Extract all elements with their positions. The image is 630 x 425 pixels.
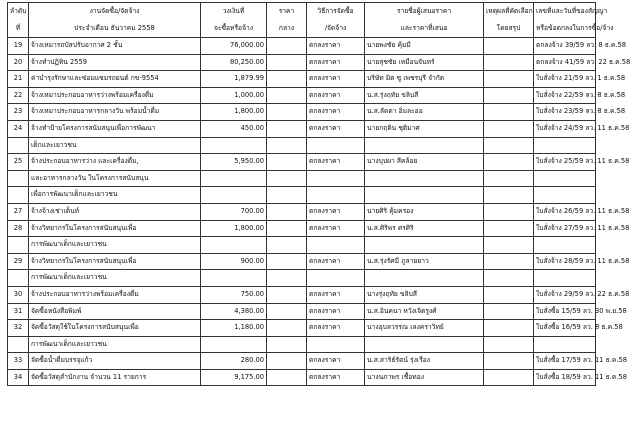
table-row [8, 154, 596, 171]
row-method: ตกลงราคา [307, 71, 365, 88]
row-vendor: นางรุ่งฤทัย ขลิบสี [365, 286, 484, 303]
row-vendor: บริษัท มิต ซู เพชรบุรี จำกัด [365, 71, 484, 88]
table-row [8, 353, 596, 370]
row-median-price [267, 87, 307, 104]
row-item-description: จ้างเหมาประกอบอาหารว่างพร้อมเครื่องดื่ม [29, 87, 201, 104]
table-row [8, 253, 596, 270]
row-reason [484, 237, 534, 254]
row-method: ตกลงราคา [307, 369, 365, 386]
row-method [307, 187, 365, 204]
row-median-price [267, 154, 307, 171]
table-row [8, 320, 596, 337]
row-reason [484, 104, 534, 121]
row-method: ตกลงราคา [307, 253, 365, 270]
row-reason [484, 71, 534, 88]
table-row [8, 270, 596, 287]
row-item-description: จัดซื้อวัสดุสำนักงาน จำนวน 11 รายการ [29, 369, 201, 386]
header-contract-line2: หรือข้อตกลงในการซื้อ/จ้าง [534, 20, 596, 38]
table-row [8, 120, 596, 137]
row-item-description: ค่าบำรุงรักษาและซ่อมแซมรถยนต์ กข-9554 [29, 71, 201, 88]
row-number [8, 187, 29, 204]
table-row [8, 203, 596, 220]
row-median-price [267, 120, 307, 137]
row-amount: 1,800.00 [201, 104, 267, 121]
row-vendor: น.ส.อินคนา หวังเจิตรูงศ์ [365, 303, 484, 320]
row-vendor: น.ส.รุ่งรัศมี ภูลายยาว [365, 253, 484, 270]
row-vendor: นางนภาพร เชื้อทอง [365, 369, 484, 386]
row-vendor: นายกฤติน ชุติมาศ [365, 120, 484, 137]
row-method: ตกลงราคา [307, 220, 365, 237]
row-reason [484, 353, 534, 370]
row-number [8, 137, 29, 154]
row-method: ตกลงราคา [307, 154, 365, 171]
row-item-description: จ้างวิทยากรในโครงการสนับสนุนเพื่อ [29, 253, 201, 270]
table-row [8, 303, 596, 320]
row-amount: 700.00 [201, 203, 267, 220]
row-vendor [365, 237, 484, 254]
row-item-description: จัดซื้อน้ำดื่มบรรจุแก้ว [29, 353, 201, 370]
row-reason [484, 270, 534, 287]
table-row [8, 187, 596, 204]
row-median-price [267, 270, 307, 287]
row-median-price [267, 353, 307, 370]
row-amount [201, 187, 267, 204]
row-contract-ref: ใบสั่งซื้อ 18/59 ลว. 11 ธ.ค.58 [534, 369, 596, 386]
row-item-description: จ้างทำป้ายโครงการสนับสนุนเพื่อการพัฒนา [29, 120, 201, 137]
row-number: 29 [8, 253, 29, 270]
row-item-description: จัดซื้อหนังสือพิมพ์ [29, 303, 201, 320]
row-item-description: เพื่อการพัฒนาเด็กและเยาวชน [29, 187, 201, 204]
table-row [8, 286, 596, 303]
row-method: ตกลงราคา [307, 320, 365, 337]
row-contract-ref: ใบสั่งจ้าง 27/59 ลว. 11 ธ.ค.58 [534, 220, 596, 237]
row-reason [484, 137, 534, 154]
table-row [8, 237, 596, 254]
header-contract: เลขที่และวันที่ของสัญญา [534, 3, 596, 21]
row-vendor: นายพงชัย คุ้มมี [365, 38, 484, 55]
row-amount: 750.00 [201, 286, 267, 303]
row-contract-ref: ใบสั่งจ้าง 22/59 ลว. 8 ธ.ค.58 [534, 87, 596, 104]
row-amount [201, 270, 267, 287]
row-number: 23 [8, 104, 29, 121]
row-amount: 5,950.00 [201, 154, 267, 171]
row-number: 33 [8, 353, 29, 370]
row-method: ตกลงราคา [307, 120, 365, 137]
header-reason: เหตุผลที่คัดเลือก [484, 3, 534, 21]
table-row [8, 71, 596, 88]
row-number: 22 [8, 87, 29, 104]
row-reason [484, 320, 534, 337]
row-reason [484, 203, 534, 220]
row-number [8, 237, 29, 254]
row-reason [484, 187, 534, 204]
row-vendor [365, 137, 484, 154]
table-row [8, 170, 596, 187]
table-row [8, 220, 596, 237]
row-amount: 1,000.00 [201, 87, 267, 104]
row-item-description: จ้างทำปฏิทิน 2559 [29, 54, 201, 71]
row-method: ตกลงราคา [307, 54, 365, 71]
row-number: 25 [8, 154, 29, 171]
row-vendor: นายศิริ คุ้มครอง [365, 203, 484, 220]
row-amount: 9,175.00 [201, 369, 267, 386]
row-reason [484, 369, 534, 386]
row-number: 24 [8, 120, 29, 137]
row-contract-ref [534, 270, 596, 287]
row-reason [484, 220, 534, 237]
row-item-description: จ้างเหมารถบัสปรับอากาศ 2 ชั้น [29, 38, 201, 55]
row-number: 20 [8, 54, 29, 71]
row-reason [484, 154, 534, 171]
row-median-price [267, 369, 307, 386]
row-vendor [365, 270, 484, 287]
table-row [8, 104, 596, 121]
row-vendor: น.ส.ลัดดา อิ่มละออ [365, 104, 484, 121]
row-vendor: นางอุบลวรรณ เลงคราวิทย์ [365, 320, 484, 337]
row-vendor [365, 187, 484, 204]
row-amount [201, 137, 267, 154]
row-method [307, 137, 365, 154]
row-reason [484, 87, 534, 104]
row-vendor: นายสุชชัย เหมือนจันทร์ [365, 54, 484, 71]
row-reason [484, 303, 534, 320]
row-median-price [267, 286, 307, 303]
row-method: ตกลงราคา [307, 104, 365, 121]
row-item-description: เด็กและเยาวชน [29, 137, 201, 154]
row-vendor: น.ส.สาริธ์รัตน์ รุ่งเรือง [365, 353, 484, 370]
header-amount-line2: จะซื้อหรือจ้าง [201, 20, 267, 38]
row-number: 28 [8, 220, 29, 237]
row-median-price [267, 320, 307, 337]
row-item-description: การพัฒนาเด็กและเยาวชน [29, 270, 201, 287]
row-contract-ref: ใบสั่งจ้าง 29/59 ลว. 22 ธ.ค.58 [534, 286, 596, 303]
row-reason [484, 120, 534, 137]
row-median-price [267, 220, 307, 237]
row-median-price [267, 137, 307, 154]
row-number: 21 [8, 71, 29, 88]
row-method [307, 270, 365, 287]
row-number [8, 170, 29, 187]
procurement-table [7, 2, 630, 386]
row-amount: 76,000.00 [201, 38, 267, 55]
row-amount: 1,800.00 [201, 220, 267, 237]
row-contract-ref: ใบสั่งจ้าง 24/59 ลว. 11 ธ.ค.58 [534, 120, 596, 137]
row-method [307, 170, 365, 187]
row-amount: 1,180.00 [201, 320, 267, 337]
table-row [8, 137, 596, 154]
row-median-price [267, 187, 307, 204]
row-vendor: น.ส.ศิริพร ศรศิริ [365, 220, 484, 237]
row-item-description: จ้างวิทยากรในโครงการสนับสนุนเพื่อ [29, 220, 201, 237]
row-contract-ref [534, 187, 596, 204]
row-reason [484, 253, 534, 270]
row-amount [201, 170, 267, 187]
header-median-price-line2: กลาง [267, 20, 307, 38]
row-number [8, 270, 29, 287]
row-contract-ref: ใบสั่งซื้อ 15/59 ลว. 30 พ.ย.58 [534, 303, 596, 320]
row-median-price [267, 104, 307, 121]
header-method-line2: /จัดจ้าง [307, 20, 365, 38]
row-median-price [267, 336, 307, 353]
row-item-description: การพัฒนาเด็กและเยาวชน [29, 336, 201, 353]
header-no-line2: ที่ [8, 20, 29, 38]
table-row [8, 38, 596, 55]
header-vendor-line2: และราคาที่เสนอ [365, 20, 484, 38]
header-amount: วงเงินที่ [201, 3, 267, 21]
row-method [307, 336, 365, 353]
table-row [8, 336, 596, 353]
row-median-price [267, 71, 307, 88]
row-method: ตกลงราคา [307, 303, 365, 320]
row-amount: 900.00 [201, 253, 267, 270]
table-header [8, 3, 614, 38]
header-item-line2: ประจำเดือน ธันวาคม 2558 [29, 20, 201, 38]
row-reason [484, 170, 534, 187]
row-reason [484, 286, 534, 303]
row-contract-ref [534, 336, 596, 353]
header-vendor: รายชื่อผู้เสนอราคา [365, 3, 484, 21]
row-item-description: จ้างประกอบอาหารว่าง และเครื่องดื่ม, [29, 154, 201, 171]
header-no: ลำดับ [8, 3, 29, 21]
table-row [8, 54, 596, 71]
row-contract-ref [534, 137, 596, 154]
row-contract-ref: ใบสั่งจ้าง 21/59 ลว. 1 ธ.ค.58 [534, 71, 596, 88]
row-contract-ref: ตกลงจ้าง 41/59 ลว. 22 ธ.ค.58 [534, 54, 596, 71]
row-contract-ref: ใบสั่งจ้าง 25/59 ลว. 11 ธ.ค.58 [534, 154, 596, 171]
row-item-description: จ้างประกอบอาหารว่างพร้อมเครื่องดื่ม [29, 286, 201, 303]
row-method: ตกลงราคา [307, 353, 365, 370]
row-reason [484, 38, 534, 55]
row-amount [201, 237, 267, 254]
row-method: ตกลงราคา [307, 38, 365, 55]
row-number [8, 336, 29, 353]
row-contract-ref: ใบสั่งซื้อ 16/59 ลว. 8 ธ.ค.58 [534, 320, 596, 337]
row-contract-ref [534, 237, 596, 254]
row-median-price [267, 38, 307, 55]
row-contract-ref [534, 170, 596, 187]
row-amount [201, 336, 267, 353]
table-row [8, 87, 596, 104]
header-method: วิธีการจัดซื้อ [307, 3, 365, 21]
row-number: 31 [8, 303, 29, 320]
row-contract-ref: ตกลงจ้าง 39/59 ลว. 8 ธ.ค.58 [534, 38, 596, 55]
row-reason [484, 336, 534, 353]
row-number: 34 [8, 369, 29, 386]
row-item-description: และอาหารกลางวัน ในโครงการสนับสนุน [29, 170, 201, 187]
row-method: ตกลงราคา [307, 203, 365, 220]
row-number: 30 [8, 286, 29, 303]
row-vendor [365, 336, 484, 353]
row-reason [484, 54, 534, 71]
header-median-price: ราคา [267, 3, 307, 21]
header-reason-line2: โดยสรุป [484, 20, 534, 38]
document-page [2, 2, 630, 423]
row-contract-ref: ใบสั่งจ้าง 28/59 ลว. 11 ธ.ค.58 [534, 253, 596, 270]
row-amount: 450.00 [201, 120, 267, 137]
row-median-price [267, 170, 307, 187]
table-body [8, 38, 630, 386]
row-median-price [267, 203, 307, 220]
row-contract-ref: ใบสั่งจ้าง 26/59 ลว. 11 ธ.ค.58 [534, 203, 596, 220]
row-vendor: นางบุปผา สีคล้อย [365, 154, 484, 171]
row-amount: 4,380.00 [201, 303, 267, 320]
row-vendor: น.ส.รุ่งฤทัย ขลิบสี [365, 87, 484, 104]
row-item-description: จัดซื้อวัสดุใช้ในโครงการสนับสนุนเพื่อ [29, 320, 201, 337]
row-vendor [365, 170, 484, 187]
row-method: ตกลงราคา [307, 286, 365, 303]
row-contract-ref: ใบสั่งซื้อ 17/59 ลว. 11 ธ.ค.58 [534, 353, 596, 370]
row-amount: 280.00 [201, 353, 267, 370]
row-median-price [267, 237, 307, 254]
row-contract-ref: ใบสั่งจ้าง 23/59 ลว. 8 ธ.ค.58 [534, 104, 596, 121]
row-number: 19 [8, 38, 29, 55]
row-amount: 1,879.99 [201, 71, 267, 88]
table-row [8, 369, 596, 386]
row-median-price [267, 253, 307, 270]
row-method [307, 237, 365, 254]
row-method: ตกลงราคา [307, 87, 365, 104]
row-median-price [267, 54, 307, 71]
row-median-price [267, 303, 307, 320]
row-item-description: จ้างเหมาประกอบอาหารกลางวัน พร้อมน้ำดื่ม [29, 104, 201, 121]
row-amount: 80,250.00 [201, 54, 267, 71]
header-item: งานจัดซื้อ/จัดจ้าง [29, 3, 201, 21]
row-item-description: จ้างจ้างเช่าเต็นท์ [29, 203, 201, 220]
row-number: 32 [8, 320, 29, 337]
row-number: 27 [8, 203, 29, 220]
row-item-description: การพัฒนาเด็กและเยาวชน [29, 237, 201, 254]
